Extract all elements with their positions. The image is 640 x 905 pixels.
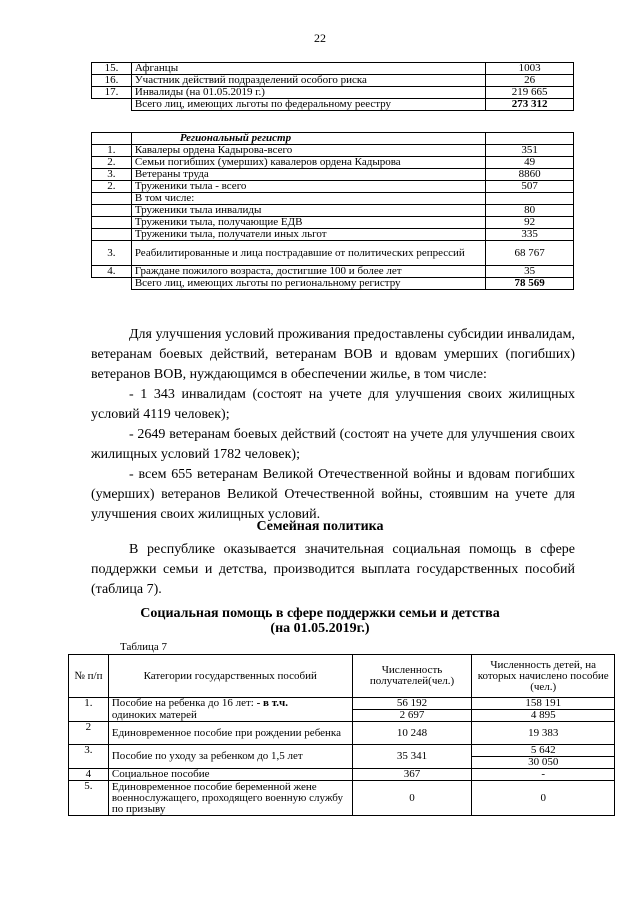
bullet-combat-veterans: - 2649 ветеранам боевых действий (состоят на учете для улучшения своих жилищных условий 1782 человек);	[91, 427, 575, 462]
bullet-wwii-veterans: - всем 655 ветеранам Великой Отечественной войны и вдовам погибших (умерших) ветеранов Великой Отечественной войны, стоявшим на учете для улучшения своих жилищных условий.	[91, 467, 575, 522]
table7-title	[0, 606, 640, 636]
row-label: Афганцы	[131, 63, 485, 75]
row-value: 35	[486, 266, 574, 278]
regional-registry-table	[91, 132, 574, 290]
row-children: 19 383	[472, 722, 615, 745]
row-number: 3.	[69, 745, 109, 769]
row-value: 219 665	[486, 87, 574, 99]
table7-caption: Таблица 7	[120, 641, 168, 653]
table7-title-line1: Социальная помощь в сфере поддержки семьи и детства	[140, 606, 500, 621]
row-children: 30 050	[472, 757, 615, 769]
table7-title-line2: (на 01.05.2019г.)	[270, 621, 370, 636]
row-number: 5.	[69, 781, 109, 816]
table-row	[92, 75, 574, 87]
row-number: 2	[69, 722, 109, 745]
row-label: Пособие по уходу за ребенком до 1,5 лет	[108, 745, 352, 769]
table-row	[92, 181, 574, 193]
row-value: 26	[486, 75, 574, 87]
total-value: 78 569	[486, 278, 574, 290]
row-label: Труженики тыла - всего	[131, 181, 485, 193]
section-title: Семейная политика	[256, 519, 384, 534]
row-label: Участник действий подразделений особого риска	[131, 75, 485, 87]
table-row	[69, 698, 615, 710]
header-category: Категории государственных пособий	[108, 655, 352, 698]
row-recipients: 10 248	[352, 722, 472, 745]
row-recipients: 2 697	[352, 710, 472, 722]
row-children: 5 642	[472, 745, 615, 757]
row-label: Кавалеры ордена Кадырова-всего	[131, 145, 485, 157]
row-value: 335	[486, 229, 574, 241]
row-children: 4 895	[472, 710, 615, 722]
row-recipients: 56 192	[352, 698, 472, 710]
row-recipients: 35 341	[352, 745, 472, 769]
table-row	[92, 169, 574, 181]
row-number: 1.	[92, 145, 132, 157]
row-label: Граждане пожилого возраста, достигшие 100 и более лет	[131, 266, 485, 278]
row-value: 49	[486, 157, 574, 169]
row-label: Социальное пособие	[108, 769, 352, 781]
table-row	[69, 781, 615, 816]
row-value: 92	[486, 217, 574, 229]
row-value: 507	[486, 181, 574, 193]
table-header-row	[92, 133, 574, 145]
row-label-sub: одиноких матерей	[108, 710, 352, 722]
row-label: Ветераны труда	[131, 169, 485, 181]
table-row	[92, 145, 574, 157]
row-value	[486, 193, 574, 205]
table-total-row	[92, 278, 574, 290]
row-recipients: 367	[352, 769, 472, 781]
row-value: 68 767	[486, 241, 574, 266]
total-value: 273 312	[486, 99, 574, 111]
table-row	[92, 241, 574, 266]
row-label: Семьи погибших (умерших) кавалеров ордена Кадырова	[131, 157, 485, 169]
row-number	[92, 229, 132, 241]
total-label: Всего лиц, имеющих льготы по региональному регистру	[131, 278, 485, 290]
row-number: 4	[69, 769, 109, 781]
row-value: 8860	[486, 169, 574, 181]
table-row	[69, 722, 615, 745]
row-children: -	[472, 769, 615, 781]
page-number: 22	[314, 31, 326, 45]
row-label: Труженики тыла, получатели иных льгот	[131, 229, 485, 241]
row-label: Труженики тыла, получающие ЕДВ	[131, 217, 485, 229]
table-row	[92, 193, 574, 205]
row-children: 158 191	[472, 698, 615, 710]
row-label: Реабилитированные и лица пострадавшие от политических репрессий	[131, 241, 485, 266]
federal-registry-table	[91, 62, 574, 111]
row-value: 351	[486, 145, 574, 157]
row-number: 15.	[92, 63, 132, 75]
table-row	[92, 157, 574, 169]
table-row	[92, 87, 574, 99]
row-value: 80	[486, 205, 574, 217]
paragraph-family-policy: В республике оказывается значительная социальная помощь в сфере поддержки семьи и детства, производится выплата государственных пособий (таблица 7).	[91, 542, 575, 597]
row-recipients: 0	[352, 781, 472, 816]
table-total-row	[92, 99, 574, 111]
row-number: 3.	[92, 241, 132, 266]
row-label-text: Пособие на ребенка до 16 лет:	[111, 697, 257, 710]
table-row	[92, 205, 574, 217]
header-children: Численность детей, на которых начислено пособие (чел.)	[472, 655, 615, 698]
row-number: 16.	[92, 75, 132, 87]
row-number	[92, 205, 132, 217]
table-row	[69, 769, 615, 781]
row-label: Инвалиды (на 01.05.2019 г.)	[131, 87, 485, 99]
header-num: № п/п	[69, 655, 109, 698]
table-row	[69, 710, 615, 722]
table-row	[92, 217, 574, 229]
table-row	[92, 63, 574, 75]
row-number: 1.	[69, 698, 109, 722]
table-row	[92, 229, 574, 241]
row-label: Единовременное пособие беременной жене военнослужащего, проходящего военную службу по призыву	[108, 781, 352, 816]
row-label: Труженики тыла инвалиды	[131, 205, 485, 217]
header-recipients: Численность получателей(чел.)	[352, 655, 472, 698]
row-number: 2.	[92, 157, 132, 169]
row-number: 4.	[92, 266, 132, 278]
table-header-row	[69, 655, 615, 698]
bullet-disabled: - 1 343 инвалидам (состоят на учете для улучшения своих жилищных условий 4119 человек);	[91, 387, 575, 422]
row-number: 17.	[92, 87, 132, 99]
row-number	[92, 217, 132, 229]
table-row	[69, 745, 615, 757]
table-row	[92, 266, 574, 278]
table-header: Региональный регистр	[131, 133, 485, 145]
row-label-bold: - в т.ч.	[256, 697, 288, 710]
row-label: В том числе:	[131, 193, 485, 205]
housing-section	[91, 325, 575, 525]
row-value: 1003	[486, 63, 574, 75]
paragraph-housing: Для улучшения условий проживания предоставлены субсидии инвалидам, ветеранам боевых действий, ветеранам ВОВ и вдовам умерших (погибших) ветеранов ВОВ, нуждающимся в обеспечении жилье, в том числе:	[91, 327, 575, 382]
row-number: 3.	[92, 169, 132, 181]
family-benefits-table	[68, 654, 615, 816]
row-label	[108, 698, 352, 710]
total-label: Всего лиц, имеющих льготы по федеральному реестру	[131, 99, 485, 111]
row-label: Единовременное пособие при рождении ребенка	[108, 722, 352, 745]
row-number: 2.	[92, 181, 132, 193]
row-number	[92, 193, 132, 205]
row-children: 0	[472, 781, 615, 816]
